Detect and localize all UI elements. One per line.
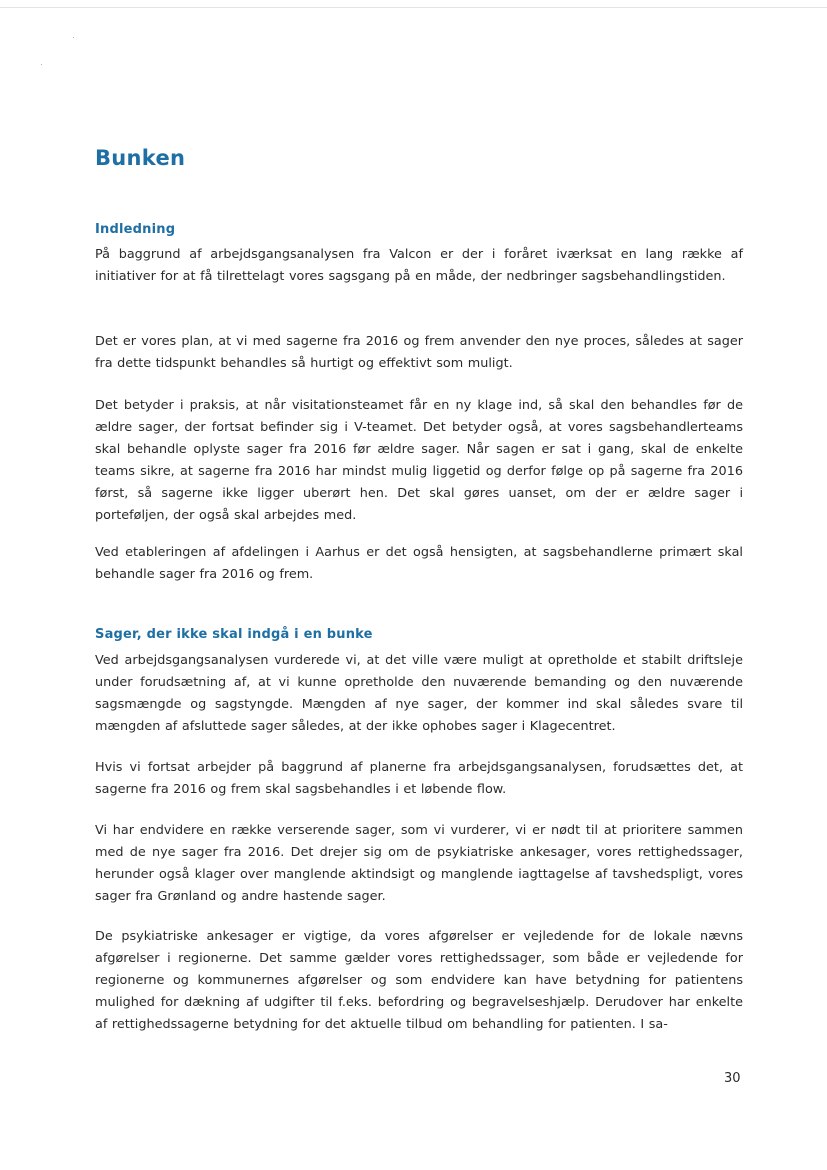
page-title: Bunken	[95, 146, 186, 170]
paragraph: Hvis vi fortsat arbejder på baggrund af planerne fra arbejdsgangsanalysen, forudsættes det, at sagerne fra 2016 og frem skal sagsbehandles i et løbende flow.	[95, 760, 743, 797]
scan-speck	[41, 64, 42, 65]
page-edge-line	[0, 7, 827, 8]
paragraph: På baggrund af arbejdsgangsanalysen fra Valcon er der i foråret iværksat en lang række af initiativer for at få tilrettelagt vores sagsgang på en måde, der nedbringer sagsbehandlingstiden.	[95, 247, 743, 284]
paragraph: Det betyder i praksis, at når visitationsteamet får en ny klage ind, så skal den behandles før de ældre sager, der fortsat befinder sig i V-teamet. Det betyder også, at vores sagsbehandlerteams skal behandle oplyste sager fra 2016 før ældre sager. Når sagen er sat i gang, skal de enkelte teams sikre, at sagerne fra 2016 har mindst mulig liggetid og derfor følge op på sagerne fra 2016 først, så sagerne ikke ligger uberørt hen. Det skal gøres uanset, om der er ældre sager i porteføljen, der også skal arbejdes med.	[95, 398, 743, 523]
paragraph: Det er vores plan, at vi med sagerne fra 2016 og frem anvender den nye proces, således at sager fra dette tidspunkt behandles så hurtigt og effektivt som muligt.	[95, 334, 743, 371]
scan-speck	[73, 37, 74, 38]
section-heading-sager: Sager, der ikke skal indgå i en bunke	[95, 627, 373, 642]
paragraph: Ved etableringen af afdelingen i Aarhus er det også hensigten, at sagsbehandlerne primært skal behandle sager fra 2016 og frem.	[95, 545, 743, 582]
section-heading-indledning: Indledning	[95, 222, 176, 237]
paragraph: Ved arbejdsgangsanalysen vurderede vi, at det ville være muligt at opretholde et stabilt driftsleje under forudsætning af, at vi kunne opretholde den nuværende bemanding og den nuværende sagsmængde og sagstyngde. Mængden af nye sager, der kommer ind skal således svare til mængden af afsluttede sager således, at der ikke ophobes sager i Klagecentret.	[95, 653, 743, 734]
page-number: 30	[724, 1071, 741, 1086]
paragraph: De psykiatriske ankesager er vigtige, da vores afgørelser er vejledende for de lokale nævns afgørelser i regionerne. Det samme gælder vores rettighedssager, som både er vejledende for regionerne og kommunernes afgørelser og som endvidere kan have betydning for patientens mulighed for dækning af udgifter til f.eks. befordring og begravelseshjælp. Derudover har enkelte af rettighedssagerne betydning for det aktuelle tilbud om behandling for patienten. I sa-	[95, 929, 743, 1032]
paragraph: Vi har endvidere en række verserende sager, som vi vurderer, vi er nødt til at prioritere sammen med de nye sager fra 2016. Det drejer sig om de psykiatriske ankesager, vores rettighedssager, herunder også klager over manglende aktindsigt og manglende iagttagelse af tavshedspligt, vores sager fra Grønland og andre hastende sager.	[95, 823, 743, 904]
